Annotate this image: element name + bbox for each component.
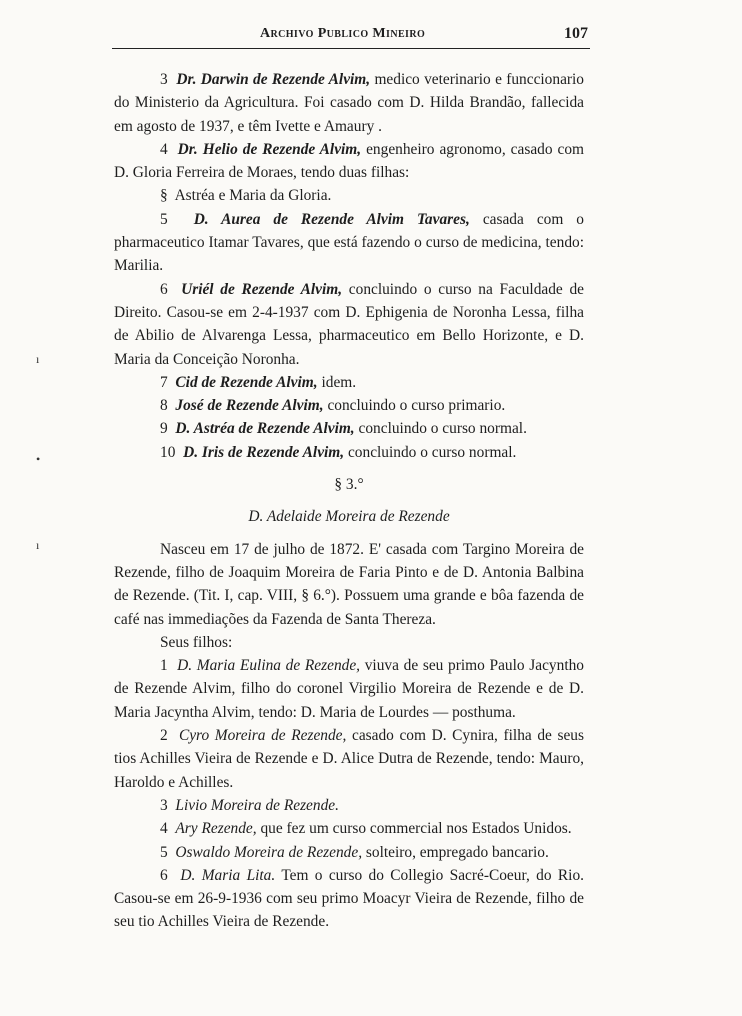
list-item: § Astréa e Maria da Gloria. [160, 187, 332, 205]
list-item: 10 D. Iris de Rezende Alvim, concluindo o curso normal. [160, 443, 517, 461]
list-item: 9 D. Astréa de Rezende Alvim, concluindo o curso normal. [160, 420, 527, 438]
section-heading: § 3.° [334, 476, 364, 494]
children-label: Seus filhos: [160, 633, 233, 651]
margin-mark: ı [36, 352, 40, 366]
list-item: 2 Cyro Moreira de Rezende, casado com D. Cynira, filha de seus tios Achilles Vieira de Rezende e D. Alice Dutra de Rezende, tendo: Mauro, Haroldo e Achilles. [114, 727, 584, 791]
list-item: 8 José de Rezende Alvim, concluindo o curso primario. [160, 397, 506, 415]
page-header [112, 22, 590, 49]
list-item: 5 Oswaldo Moreira de Rezende, solteiro, empregado bancario. [160, 843, 549, 861]
section-subtitle: D. Adelaide Moreira de Rezende [248, 508, 450, 526]
margin-mark: ı [36, 538, 40, 552]
list-item: 6 D. Maria Lita. Tem o curso do Collegio Sacré-Coeur, do Rio. Casou-se em 26-9-1936 com seu primo Moacyr Vieira de Rezende, filho de seu tio Achilles Vieira de Rezende. [114, 866, 584, 931]
list-item: 4 Ary Rezende, que fez um curso commercial nos Estados Unidos. [160, 820, 572, 838]
margin-mark: • [36, 452, 41, 466]
list-item: 5 D. Aurea de Rezende Alvim Tavares, casada com o pharmaceutico Itamar Tavares, que está fazendo o curso de medicina, tendo: Marilia. [114, 210, 584, 275]
running-title: Archivo Publico Mineiro [260, 26, 426, 41]
list-item: 1 D. Maria Eulina de Rezende, viuva de seu primo Paulo Jacyntho de Rezende Alvim, filho do coronel Virgilio Moreira de Rezende e de D. Maria Jacyntha Alvim, tendo: D. Maria de Lourdes — posthuma. [114, 657, 584, 721]
list-item: 4 Dr. Helio de Rezende Alvim, engenheiro agronomo, casado com D. Gloria Ferreira de Moraes, tendo duas filhas: [114, 140, 585, 182]
list-item: 6 Uriél de Rezende Alvim, concluindo o curso na Faculdade de Direito. Casou-se em 2-4-1937 com D. Ephigenia de Noronha Lessa, filha de Abilio de Alvarenga Lessa, pharmaceutico em Bello Horizonte, e D. Maria da Conceição Noronha. [114, 280, 584, 368]
list-item: 3 Livio Moreira de Rezende. [160, 796, 339, 814]
section-intro: Nasceu em 17 de julho de 1872. E' casada com Targino Moreira de Rezende, filho de Joaquim Moreira de Faria Pinto e de D. Antonia Balbina de Rezende. (Tit. I, cap. VIII, § 6.°). Possuem uma grande e bôa fazenda de café nas immediações da Fazenda de Santa Thereza. [114, 540, 584, 628]
page-body [114, 68, 584, 934]
list-item: 7 Cid de Rezende Alvim, idem. [160, 373, 357, 391]
page-number: 107 [564, 25, 588, 42]
list-item: 3 Dr. Darwin de Rezende Alvim, medico veterinario e funccionario do Ministerio da Agricultura. Foi casado com D. Hilda Brandão, fallecida em agosto de 1937, e têm Ivette e Amaury . [114, 71, 585, 135]
